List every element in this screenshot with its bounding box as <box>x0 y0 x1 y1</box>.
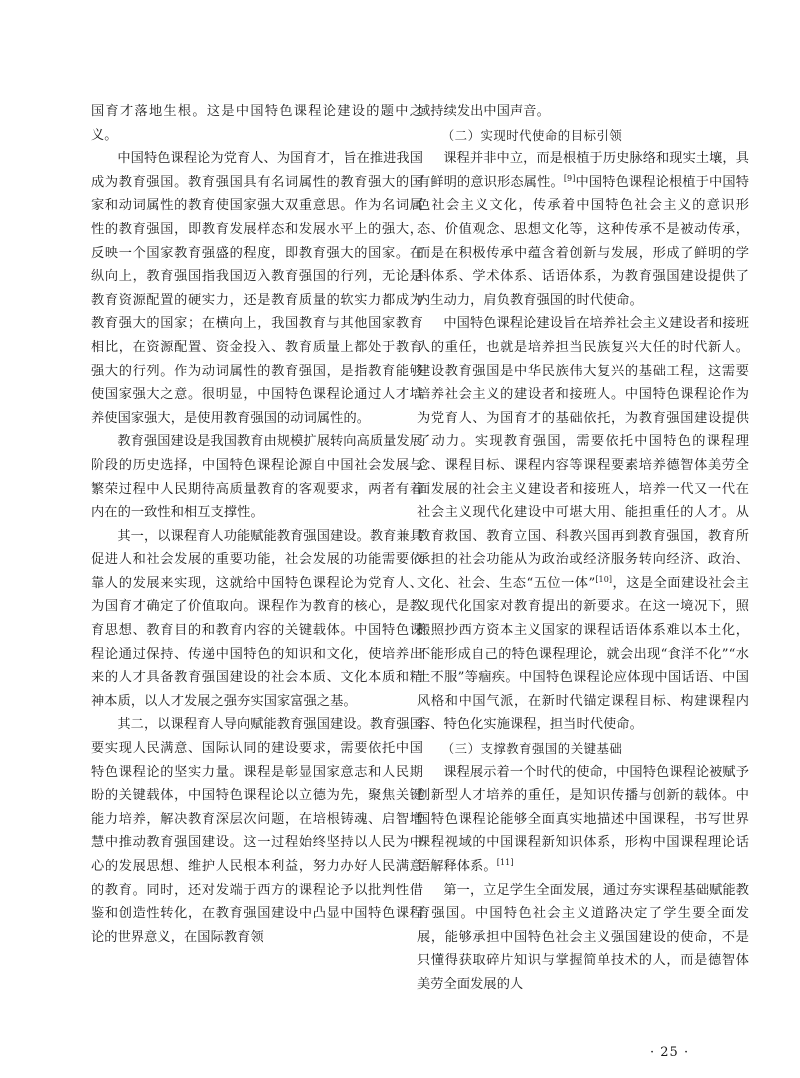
right-column <box>417 100 749 997</box>
paragraph-text: 中国特色课程论根植于中国特色社会主义文化，传承着中国特色社会主义的意识形态、价值观念、思想文化等，这种传承不是被动传承，而是在积极传承中蕴含着创新与发展，形成了鲜明的学科体系、学术体系、话语体系，为教育强国建设提供了内生动力，肩负教育强国的时代使命。 <box>417 174 749 308</box>
paragraph-text: ，这是全面建设社会主义现代化国家对教育提出的新要求。在这一境况下，照搬照抄西方资本主义国家的课程话语体系难以本土化，不能形成自己的特色课程理论，就会出现“食洋不化”“水土不服”等痼疾。中国特色课程论应体现中国话语、中国风格和中国气派，在新时代锚定课程目标、构建课程内容、特色化实施课程，担当时代使命。 <box>417 575 749 733</box>
section-heading: （三）支撑教育强国的关键基础 <box>441 741 623 757</box>
paragraph: 其二，以课程育人导向赋能教育强国建设。教育强国要实现人民满意、国际认同的建设要求，需要依托中国特色课程论的坚实力量。课程是彰显国家意志和人民期盼的关键载体，中国特色课程论以立德为先，聚焦关键能力培养，解决教育深层次问题，在培根铸魂、启智增慧中推动教育强国建设。这一过程始终坚持以人民为中心的发展思想、维护人民根本利益，努力办好人民满意的教育。同时，还对发端于西方的课程论予以批判性借鉴和创造性转化，在教育强国建设中凸显中国特色课程论的世界意义，在国际教育领 <box>91 717 424 945</box>
paragraph: 教育强国建设是我国教育由规模扩展转向高质量发展阶段的历史选择，中国特色课程论源自中国社会发展与繁荣过程中人民期待高质量教育的客观要求，两者有着内在的一致性和相互支撑性。 <box>91 434 424 521</box>
paragraph-text: 课程并非中立，而是根植于历史脉络和现实土壤，具有鲜明的意识形态属性。 <box>417 151 750 190</box>
page-number: · 25 · <box>650 1045 690 1060</box>
paragraph: 中国特色课程论为党育人、为国育才，旨在推进我国成为教育强国。教育强国具有名词属性的教育强大的国家和动词属性的教育使国家强大双重意思。作为名词属性的教育强国，即教育发展样态和发展水平上的强大，反映一个国家教育强盛的程度，即教育强大的国家。在纵向上，教育强国指我国迈入教育强国的行列，无论是教育资源配置的硬实力，还是教育质量的软实力都成为教育强大的国家；在横向上，我国教育与其他国家教育相比，在资源配置、资金投入、教育质量上都处于教育强大的行列。作为动词属性的教育强国，是指教育能够使国家强大之意。很明显，中国特色课程论通过人才培养使国家强大，是使用教育强国的动词属性的。 <box>91 151 424 426</box>
paragraph <box>417 147 749 312</box>
paragraph-text: 课程展示着一个时代的使命，中国特色课程论被赋予创新型人才培养的重任，是知识传播与创新的载体。中国特色课程论能够全面真实地描述中国课程，书写世界课程视域的中国课程新知识体系，形构中国课程理论话语解释体系。 <box>417 764 750 874</box>
paragraph: 其一，以课程育人功能赋能教育强国建设。教育兼具促进人和社会发展的重要功能，社会发展的功能需要依靠人的发展来实现，这就给中国特色课程论为党育人、为国育才确定了价值取向。课程作为教育的核心，是教育思想、教育目的和教育内容的关键载体。中国特色课程论通过保持、传递中国特色的知识和文化，使培养出来的人才具备教育强国建设的社会本质、文化本质和精神本质，以人才发展之强夯实国家富强之基。 <box>91 528 424 709</box>
citation-ref: [11] <box>496 858 514 867</box>
left-column <box>91 100 423 949</box>
paragraph <box>417 761 749 879</box>
paragraph: 第一，立足学生全面发展，通过夯实课程基础赋能教育强国。中国特色社会主义道路决定了学生要全面发展，能够承担中国特色社会主义强国建设的使命，不是只懂得获取碎片知识与掌握简单技术的人，而是德智体美劳全面发展的人 <box>417 882 750 992</box>
citation-ref: [9] <box>563 173 576 183</box>
section-heading: （二）实现时代使命的目标引领 <box>441 127 623 143</box>
paragraph: 国育才落地生根。这是中国特色课程论建设的题中之义。 <box>91 104 423 143</box>
paragraph: 域持续发出中国声音。 <box>417 104 550 119</box>
citation-ref: [10] <box>595 574 613 584</box>
paragraph-text: 中国特色课程论建设旨在培养社会主义建设者和接班人的重任，也就是培养担当民族复兴大任的时代新人。建设教育强国是中华民族伟大复兴的基础工程，这需要培养社会主义的建设者和接班人。中国特色课程论作为为党育人、为国育才的基础依托，为教育强国建设提供了动力。实现教育强国，需要依托中国特色的课程理念、课程目标、课程内容等课程要素培养德智体美劳全面发展的社会主义建设者和接班人，培养一代又一代在社会主义现代化建设中可堪大用、能担重任的人才。从教育救国、教育立国、科教兴国再到教育强国，教育所承担的社会功能从为政治或经济服务转向经济、政治、文化、社会、生态“五位一体” <box>417 316 750 591</box>
paragraph <box>417 312 749 737</box>
